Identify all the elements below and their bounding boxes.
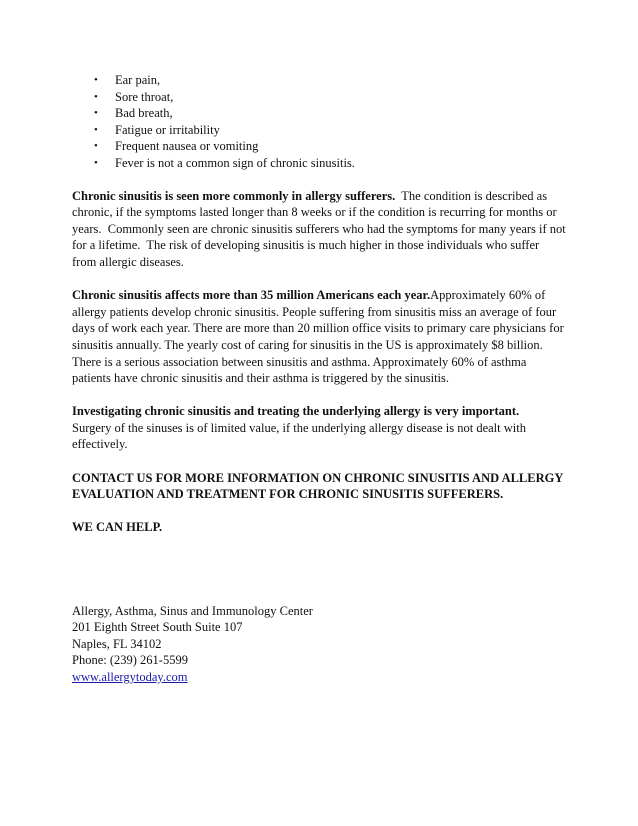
symptom-text: Sore throat,	[115, 89, 174, 104]
bullet-icon: •	[94, 140, 98, 153]
street-address: 201 Eighth Street South Suite 107	[72, 620, 243, 635]
list-item	[94, 138, 566, 155]
paragraph-lead: Chronic sinusitis affects more than 35 million Americans each year.	[72, 288, 431, 303]
bullet-icon: •	[94, 107, 98, 120]
symptom-text: Fatigue or irritability	[115, 122, 220, 137]
symptom-list	[72, 72, 566, 172]
help-heading: WE CAN HELP.	[72, 520, 163, 535]
paragraph-body: The condition is described as chronic, if the symptoms lasted longer than 8 weeks or if the condition is recurring for months or years. Commonly seen are chronic sinusitis sufferers who had the symptoms for many years if not for a lifetime. The risk of developing sinusitis is much higher in those individuals who suffer from allergic diseases.	[72, 188, 569, 269]
contact-heading: CONTACT US FOR MORE INFORMATION ON CHRONIC SINUSITIS AND ALLERGY EVALUATION AND TREATMENT FOR CHRONIC SINUSITIS SUFFERERS.	[72, 470, 563, 502]
paragraph-body: Surgery of the sinuses is of limited value, if the underlying allergy disease is not dealt with effectively.	[72, 420, 526, 452]
paragraph-lead: Investigating chronic sinusitis and treating the underlying allergy is very important.	[72, 404, 520, 419]
center-name: Allergy, Asthma, Sinus and Immunology Center	[72, 603, 313, 618]
list-item	[94, 105, 566, 122]
phone-number: Phone: (239) 261-5599	[72, 653, 188, 668]
list-item	[94, 122, 566, 139]
bullet-icon: •	[94, 90, 98, 103]
paragraph-allergy-sufferers	[72, 188, 569, 271]
list-item	[94, 155, 566, 172]
bullet-icon: •	[94, 156, 98, 169]
symptom-text: Bad breath,	[115, 106, 173, 121]
symptom-text: Frequent nausea or vomiting	[115, 139, 259, 154]
list-item	[94, 89, 566, 106]
paragraph-treatment	[72, 403, 566, 453]
bullet-icon: •	[94, 74, 98, 86]
website-link[interactable]: www.allergytoday.com	[72, 670, 188, 684]
address-block	[72, 603, 566, 686]
paragraph-body: Approximately 60% of allergy patients develop chronic sinusitis. People suffering from sinusitis miss an average of four days of work each year. There are more than 20 million office visits to primary care physicians for sinusitis annually. The yearly cost of caring for sinusitis in the US is approximately $8 billion. There is a serious association between sinusitis and asthma. Approximately 60% of asthma patients have chronic sinusitis and their asthma is triggered by the sinusitis.	[72, 288, 567, 386]
paragraph-statistics	[72, 287, 566, 387]
paragraph-lead: Chronic sinusitis is seen more commonly in allergy sufferers.	[72, 188, 396, 203]
symptom-text: Ear pain,	[115, 73, 161, 87]
list-item	[94, 72, 566, 89]
city-state-zip: Naples, FL 34102	[72, 636, 162, 651]
symptom-text: Fever is not a common sign of chronic sinusitis.	[115, 155, 355, 170]
bullet-icon: •	[94, 123, 98, 136]
